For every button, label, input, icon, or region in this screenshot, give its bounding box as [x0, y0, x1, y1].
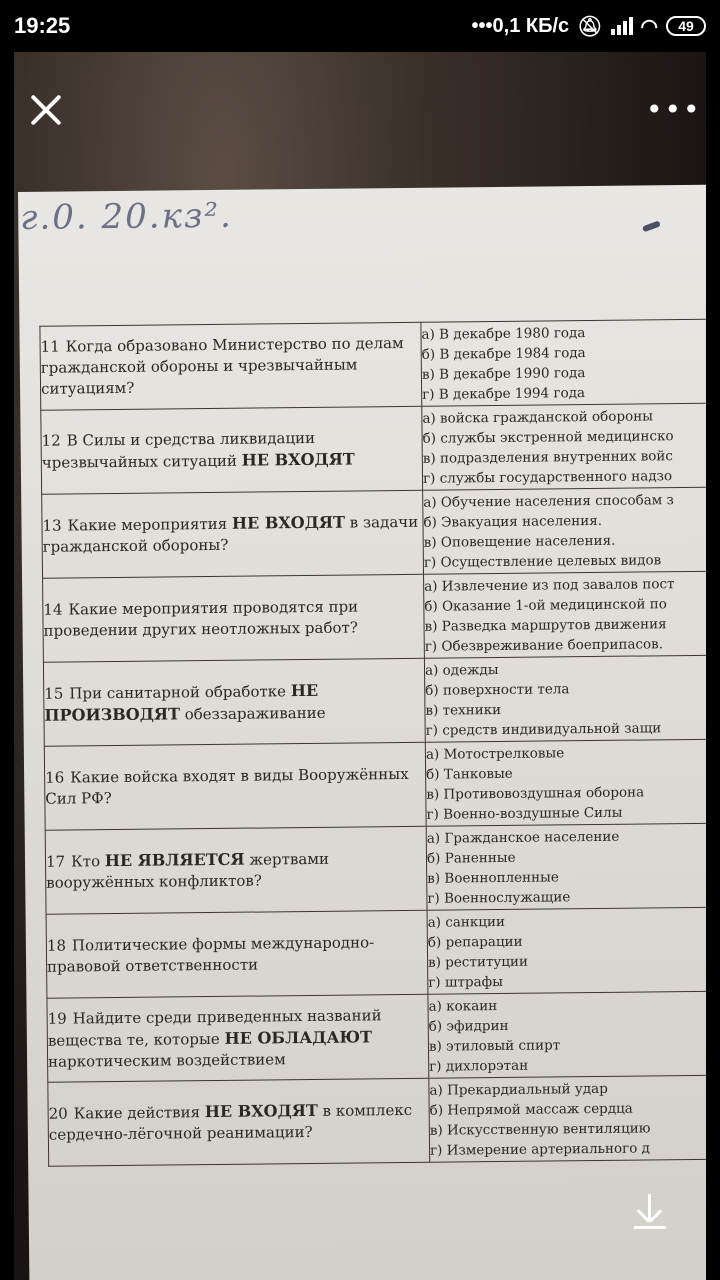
question-number: 14: [43, 600, 63, 619]
answer-option: г) штрафы: [428, 973, 504, 991]
mute-icon: 🔕︎: [577, 15, 603, 38]
answer-option: г) дихлорэтан: [429, 1057, 529, 1075]
answer-option: а) Мотострелковые: [425, 744, 565, 763]
question-number: 17: [45, 852, 66, 871]
question-number: 15: [44, 684, 64, 703]
question-number: 16: [45, 768, 65, 787]
question-row: [48, 1075, 706, 1167]
question-cell: [46, 910, 428, 998]
question-cell: [45, 826, 427, 914]
more-dots-icon[interactable]: •••: [646, 93, 702, 126]
answers-cell: [427, 907, 706, 995]
question-text-continued: обеззараживание: [184, 703, 326, 723]
question-text: Какие войска входят в виды Вооружённых Сил РФ?: [45, 764, 409, 808]
question-cell: [44, 742, 426, 830]
answer-option: б) Эвакуация населения.: [423, 512, 603, 531]
question-text-continued: в комплекс сердечно-лёгочной реанимации?: [48, 1100, 413, 1144]
question-number: 20: [48, 1104, 68, 1123]
question-emphasis: НЕ ВХОДЯТ: [204, 1100, 318, 1122]
answer-option: а) Извлечение из под завалов пост: [424, 575, 675, 595]
question-row: [43, 655, 706, 747]
question-row: [42, 487, 706, 579]
answer-option: а) санкции: [427, 913, 506, 931]
question-text-continued: наркотическим воздействием: [48, 1049, 286, 1071]
answer-option: в) Оповещение населения.: [423, 532, 616, 551]
question-row: [40, 319, 706, 411]
question-text: В Силы и средства ликвидации чрезвычайных ситуаций: [41, 428, 316, 472]
question-cell: [48, 1078, 430, 1166]
question-text: Какие мероприятия проводятся при проведении других неотложных работ?: [43, 596, 359, 640]
status-time: 19:25: [14, 13, 71, 38]
answer-option: а) войска гражданской обороны: [422, 407, 653, 427]
answers-cell: [422, 403, 706, 491]
question-cell: [41, 406, 423, 494]
question-emphasis: НЕ ВХОДЯТ: [241, 449, 355, 470]
close-icon[interactable]: [28, 92, 64, 128]
answer-option: в) этиловый спирт: [428, 1036, 561, 1055]
question-row: [43, 571, 706, 663]
answers-cell: [426, 823, 706, 911]
answer-option: г) Осуществление целевых видов: [423, 551, 662, 571]
answer-option: б) Оказание 1-ой медицинской по: [424, 595, 667, 615]
answers-cell: [428, 991, 706, 1079]
network-speed: •••0,1 КБ/с: [471, 14, 570, 37]
question-emphasis: НЕ ПРОИЗВОДЯТ: [44, 680, 319, 725]
question-text-continued: жертвами вооружённых конфликтов?: [46, 849, 330, 892]
question-row: [44, 739, 706, 831]
answer-option: в) В декабре 1990 года: [421, 364, 586, 383]
battery-icon: [666, 16, 706, 36]
question-cell: [43, 574, 425, 662]
answer-option: б) В декабре 1984 года: [421, 344, 586, 363]
answer-option: б) Танковые: [426, 765, 513, 783]
answers-cell: [425, 739, 706, 827]
question-cell: [43, 658, 425, 746]
question-text: Какие действия: [73, 1103, 201, 1123]
answers-cell: [424, 655, 706, 743]
question-number: 12: [41, 431, 61, 450]
answer-option: в) техники: [425, 701, 502, 719]
question-cell: [47, 994, 429, 1082]
answer-option: г) Измерение артериального д: [429, 1139, 650, 1159]
signal-icon: [611, 17, 633, 35]
answer-option: в) Разведка маршрутов движения: [424, 615, 667, 635]
question-text: Найдите среди приведенных названий вещества те, которые: [47, 1005, 382, 1050]
question-emphasis: НЕ ВХОДЯТ: [231, 512, 346, 533]
question-row: [45, 823, 706, 915]
question-row: [41, 403, 706, 495]
answer-option: б) репарации: [427, 933, 523, 951]
answer-option: в) подразделения внутренних войс: [422, 447, 674, 467]
answers-cell: [429, 1075, 706, 1163]
answer-option: б) поверхности тела: [425, 680, 570, 699]
photo-viewer[interactable]: [14, 52, 706, 1280]
answer-option: а) Прекардиальный удар: [429, 1080, 608, 1099]
answer-option: б) службы экстренной медицинско: [422, 427, 674, 447]
answer-option: в) реституции: [428, 953, 529, 971]
question-row: [46, 907, 706, 999]
answer-option: а) Гражданское население: [426, 828, 620, 847]
question-emphasis: НЕ ОБЛАДАЮТ: [224, 1026, 373, 1048]
question-cell: [40, 322, 422, 410]
wifi-icon: ◠: [640, 15, 658, 38]
question-cell: [42, 490, 424, 578]
answer-option: г) В декабре 1994 года: [422, 384, 586, 403]
question-text: Какие мероприятия: [67, 514, 228, 535]
status-bar: [0, 0, 720, 52]
quiz-table: [39, 318, 706, 1166]
battery-level: 49: [678, 18, 694, 34]
answer-option: г) Обезвреживание боеприпасов.: [424, 635, 664, 655]
answers-cell: [423, 487, 706, 575]
answer-option: в) Военнопленные: [427, 868, 559, 887]
answer-option: в) Противовоздушная оборона: [426, 783, 645, 803]
question-number: 11: [40, 337, 60, 356]
answer-option: а) одежды: [424, 661, 499, 679]
question-text: Кто: [71, 852, 101, 871]
question-number: 13: [42, 516, 62, 535]
answer-option: в) Искусственную вентиляцию: [429, 1119, 651, 1139]
question-text: Политические формы международно-правовой ответственности: [47, 932, 375, 976]
answers-cell: [424, 571, 706, 659]
answer-option: г) Военно-воздушные Силы: [426, 804, 623, 823]
question-number: 18: [46, 936, 67, 955]
question-emphasis: НЕ ЯВЛЯЕТСЯ: [104, 849, 245, 871]
paper-sheet: [18, 185, 706, 1280]
answer-option: б) Непрямой массаж сердца: [429, 1100, 633, 1119]
answer-option: г) Военнослужащие: [427, 888, 571, 907]
answer-option: б) Раненные: [426, 849, 516, 867]
status-icons: [472, 14, 706, 39]
answer-option: г) средств индивидуальной защи: [425, 719, 662, 739]
answer-option: г) службы государственного надзо: [422, 467, 673, 487]
question-row: [47, 991, 706, 1083]
pen-mark: [642, 220, 661, 232]
answer-option: а) В декабре 1980 года: [421, 324, 586, 343]
handwritten-note: г.0. 20.кз².: [20, 195, 234, 238]
question-text-continued: в задачи гражданской обороны?: [42, 512, 419, 556]
answer-option: б) эфидрин: [428, 1017, 509, 1035]
question-text: Когда образовано Министерство по делам гражданской обороны и чрезвычайным ситуациям?: [40, 333, 404, 398]
question-number: 19: [47, 1009, 67, 1028]
question-text: При санитарной обработке: [69, 681, 287, 702]
download-icon[interactable]: [630, 1192, 670, 1232]
answer-option: а) Обучение населения способам з: [423, 491, 674, 511]
answers-cell: [421, 319, 706, 407]
answer-option: а) кокаин: [428, 997, 498, 1015]
